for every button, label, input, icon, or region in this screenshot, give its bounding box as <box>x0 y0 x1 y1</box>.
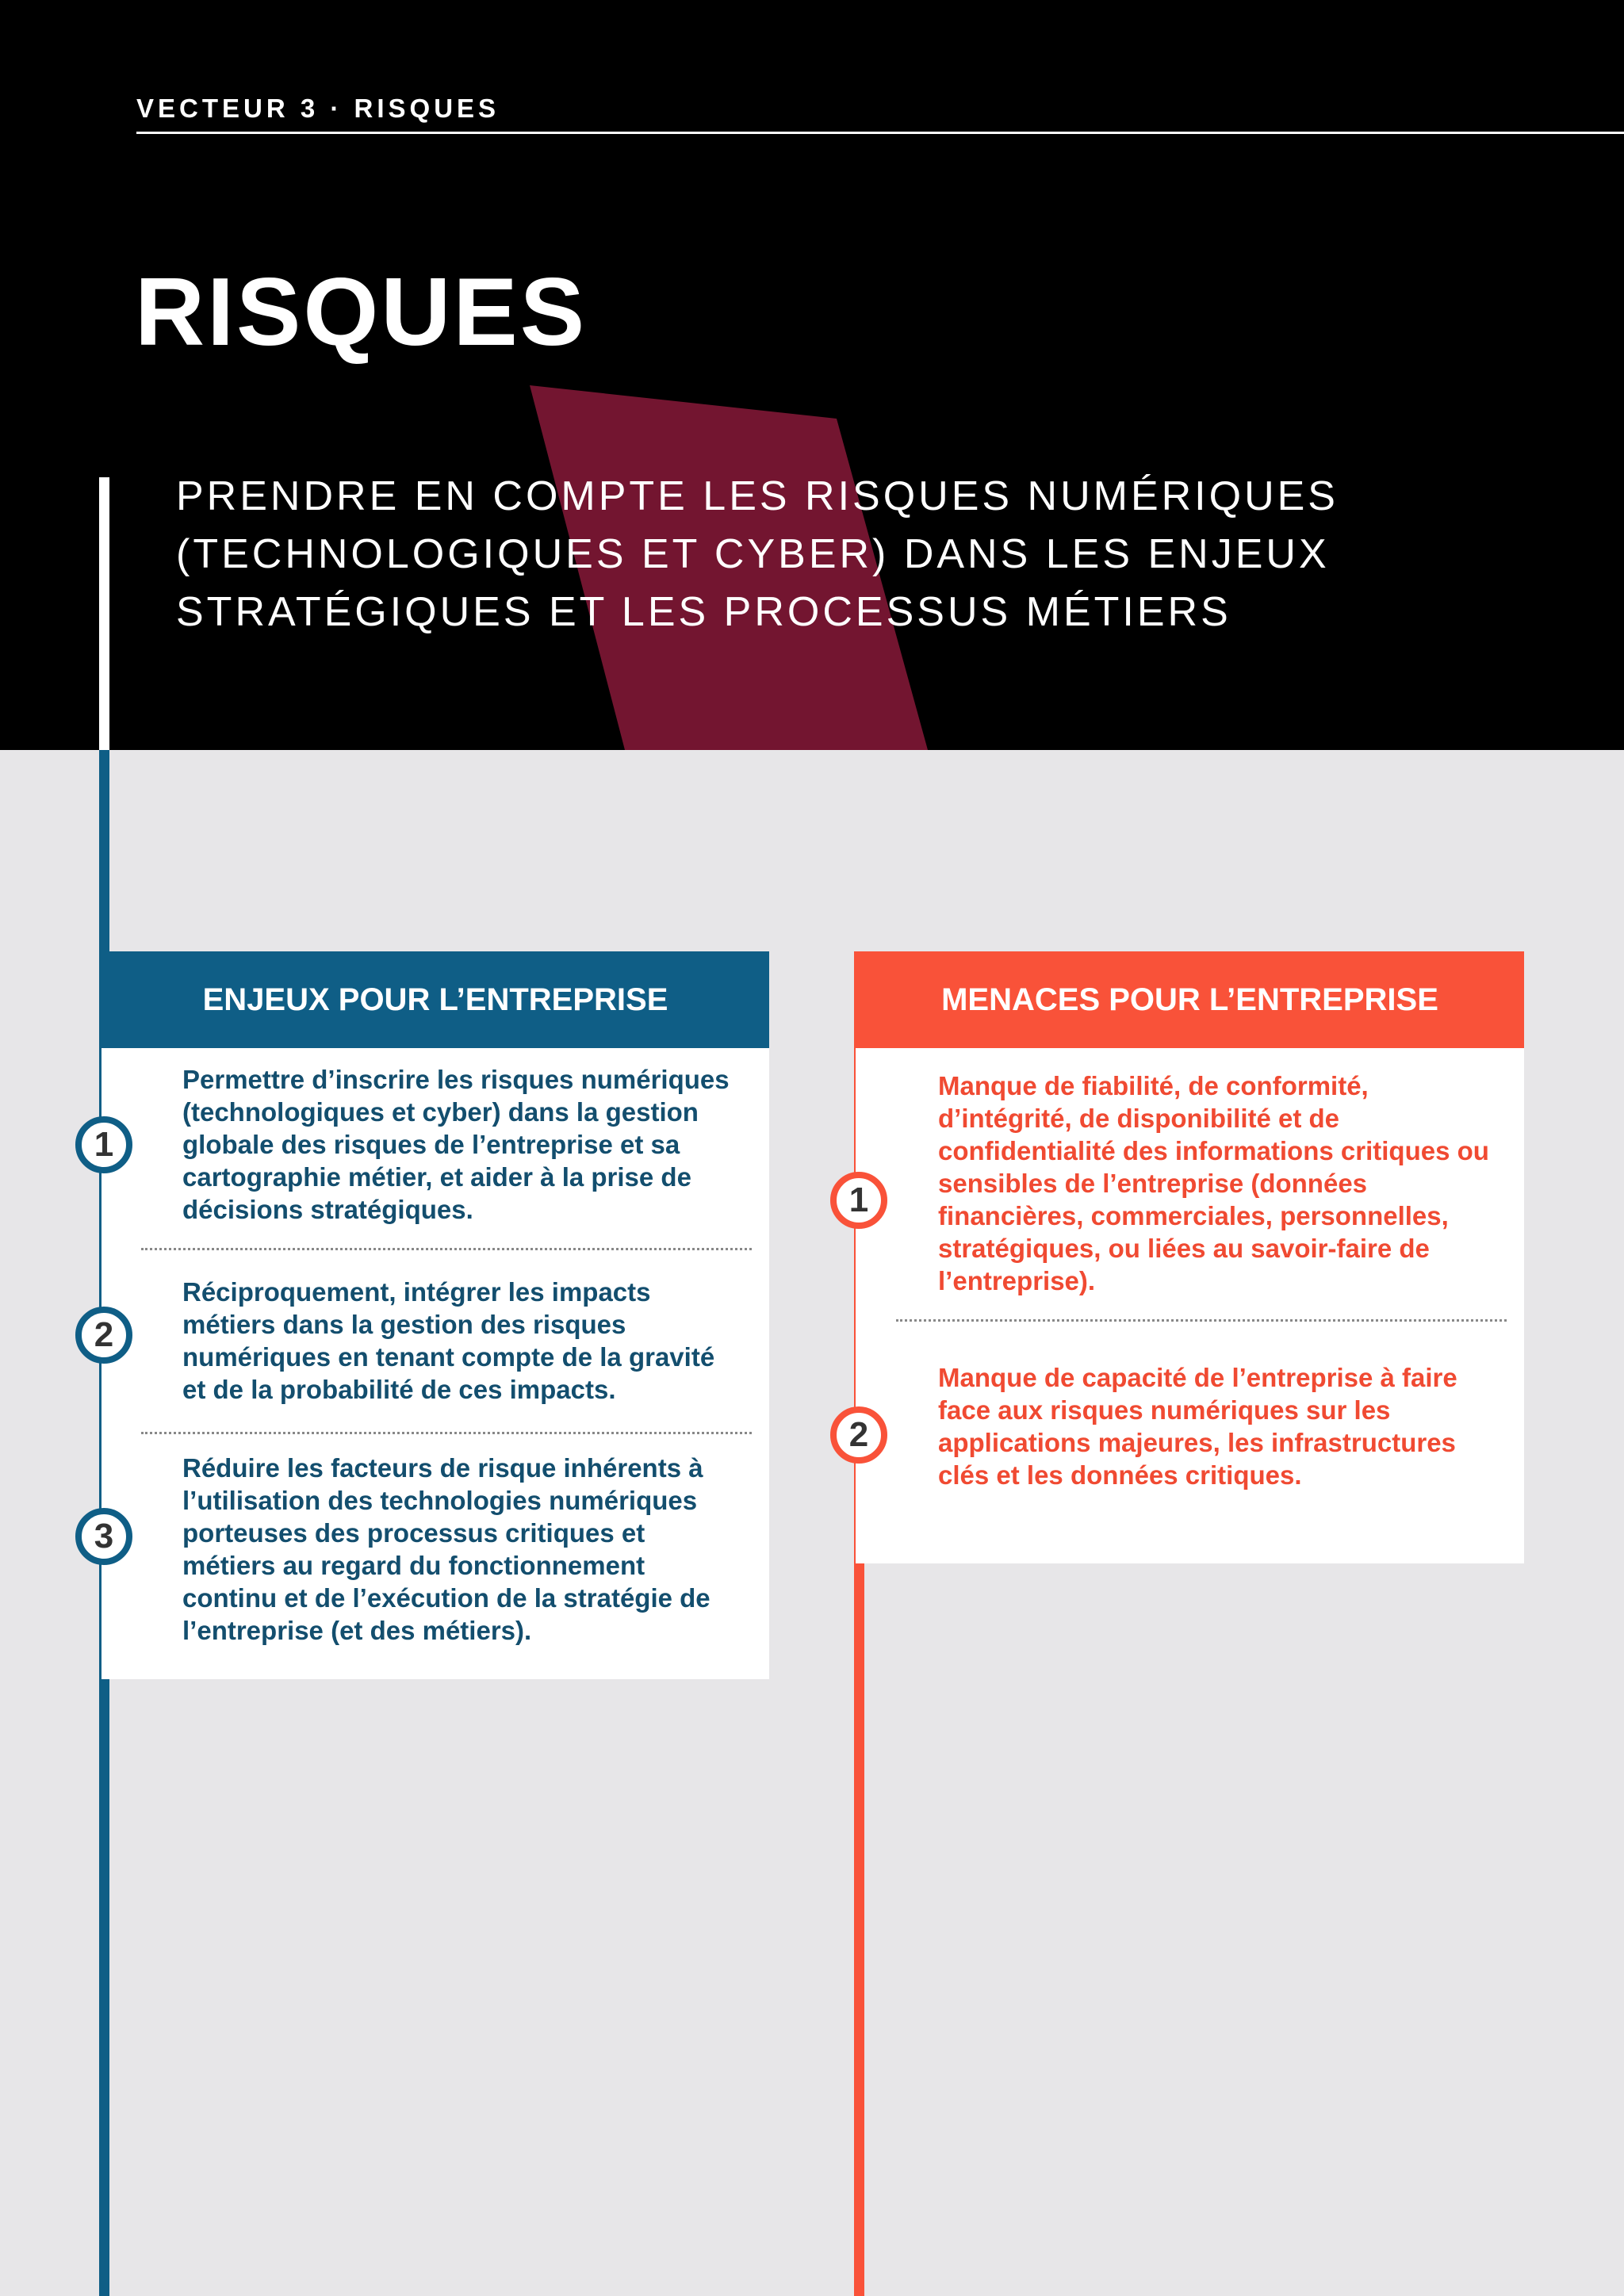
enjeux-item-3-text: Réduire les facteurs de risque inhérents à l’utilisation des technologies numériques porteuses des processus critiques et métiers au regard du fonctionnement continu et de l’exécution de la stratégie de l’entreprise (et des métiers). <box>182 1453 710 1645</box>
subtitle-line: PRENDRE EN COMPTE LES RISQUES NUMÉRIQUES <box>176 473 1339 519</box>
subtitle-line: STRATÉGIQUES ET LES PROCESSUS MÉTIERS <box>176 589 1231 635</box>
menaces-number-badge-2: 2 <box>830 1406 887 1464</box>
enjeux-item-1-text: Permettre d’inscrire les risques numériques (technologiques et cyber) dans la gestion globale des risques de l’entreprise et sa cartographie métier, et aider à la prise de décisions stratégiques. <box>182 1065 730 1224</box>
enjeux-item-2-text: Réciproquement, intégrer les impacts métiers dans la gestion des risques numériques en tenant compte de la gravité et de la probabilité de ces impacts. <box>182 1277 715 1404</box>
menaces-item-2-text: Manque de capacité de l’entreprise à faire face aux risques numériques sur les applications majeures, les infrastructures clés et les données critiques. <box>938 1363 1457 1490</box>
page-title: RISQUES <box>135 258 588 365</box>
enjeux-divider <box>141 1432 752 1434</box>
page-subtitle <box>176 468 1524 641</box>
section-kicker: VECTEUR 3 · RISQUES <box>136 94 500 123</box>
menaces-number-badge-1: 1 <box>830 1172 887 1229</box>
menaces-card <box>856 951 1524 1563</box>
enjeux-number-badge-3: 3 <box>75 1508 132 1565</box>
timeline-line-white <box>99 477 109 750</box>
menaces-item-1-text: Manque de fiabilité, de conformité, d’intégrité, de disponibilité et de confidentialité des informations critiques ou sensibles de l’entreprise (données financières, commerciales, personnelles, stratégiques, ou liées au savoir-faire de l’entreprise). <box>938 1071 1489 1295</box>
enjeux-divider <box>141 1248 752 1250</box>
menaces-divider <box>896 1319 1507 1322</box>
subtitle-line: (TECHNOLOGIQUES ET CYBER) DANS LES ENJEUX <box>176 531 1330 577</box>
enjeux-card <box>102 951 769 1679</box>
hero-banner <box>0 0 1624 750</box>
enjeux-number-badge-1: 1 <box>75 1116 132 1173</box>
enjeux-card-title: ENJEUX POUR L’ENTREPRISE <box>102 951 769 1048</box>
enjeux-number-badge-2: 2 <box>75 1307 132 1364</box>
kicker-rule <box>136 132 1624 134</box>
menaces-card-title: MENACES POUR L’ENTREPRISE <box>856 951 1524 1048</box>
